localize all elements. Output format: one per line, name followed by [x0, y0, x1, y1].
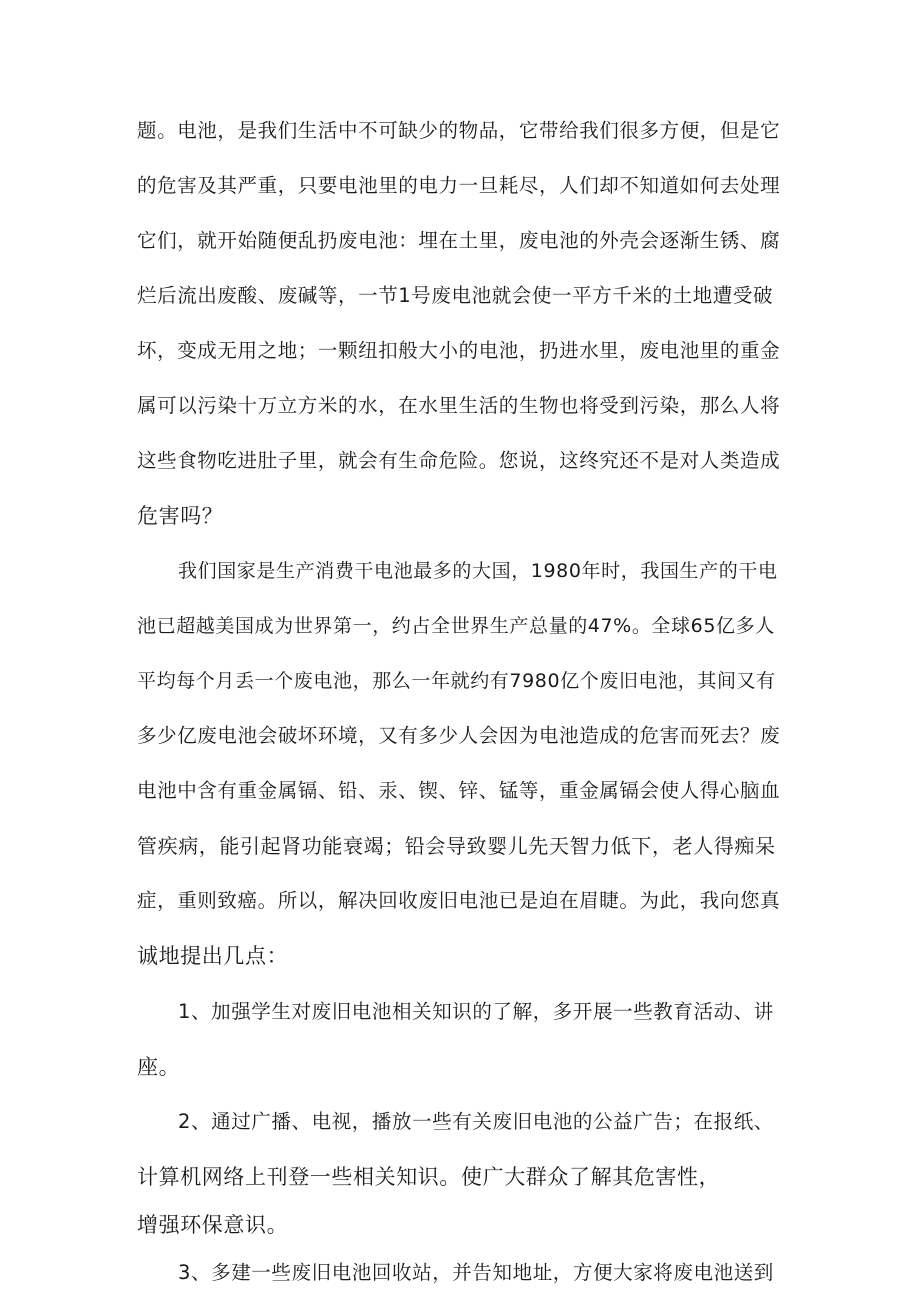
text-line: 这些食物吃进肚子里，就会有生命危险。您说，这终究还不是对人类造成 — [137, 449, 781, 472]
text-line: 池已超越美国成为世界第一，约占全世界生产总量的47%。全球65亿多人 — [137, 615, 775, 637]
text-line: 管疾病，能引起肾功能衰竭；铅会导致婴儿先天智力低下，老人得痴呆 — [137, 834, 776, 858]
text-line: 它们，就开始随便乱扔废电池：埋在土里，废电池的外壳会逐渐生锈、腐 — [137, 229, 781, 252]
text-line: 症，重则致癌。所以，解决回收废旧电池已是迫在眉睫。为此，我向您真 — [137, 889, 781, 912]
text-line: 3、多建一些废旧电池回收站，并告知地址，方便大家将废电池送到 — [178, 1261, 774, 1284]
text-line: 电池中含有重金属镉、铅、汞、锲、锌、锰等，重金属镉会使人得心脑血 — [137, 779, 781, 802]
text-line: 1、加强学生对废旧电池相关知识的了解，多开展一些教育活动、讲 — [178, 1000, 774, 1023]
text-line: 坏，变成无用之地；一颗纽扣般大小的电池，扔进水里，废电池里的重金 — [137, 339, 781, 362]
text-line: 计算机网络上刊登一些相关知识。使广大群众了解其危害性， — [137, 1165, 721, 1189]
text-line: 属可以污染十万立方米的水，在水里生活的生物也将受到污染，那么人将 — [137, 394, 781, 417]
text-line: 烂后流出废酸、废碱等，一节1号废电池就会使一平方千米的土地遭受破 — [137, 284, 774, 307]
text-line: 诚地提出几点： — [137, 944, 289, 968]
text-line: 危害吗？ — [137, 504, 224, 528]
text-line: 我们国家是生产消费干电池最多的大国，1980年时，我国生产的干电 — [178, 560, 778, 582]
text-line: 多少亿废电池会破坏环境，又有多少人会因为电池造成的危害而死去？废 — [137, 724, 781, 747]
text-line: 2、通过广播、电视，播放一些有关废旧电池的公益广告；在报纸、 — [178, 1110, 774, 1133]
text-line: 座。 — [137, 1055, 181, 1079]
text-line: 增强环保意识。 — [137, 1213, 289, 1237]
text-line: 题。电池，是我们生活中不可缺少的物品，它带给我们很多方便，但是它 — [137, 119, 781, 142]
text-line: 的危害及其严重，只要电池里的电力一旦耗尽，人们却不知道如何去处理 — [137, 174, 781, 197]
text-line: 平均每个月丢一个废电池，那么一年就约有7980亿个废旧电池，其间又有 — [137, 670, 776, 692]
